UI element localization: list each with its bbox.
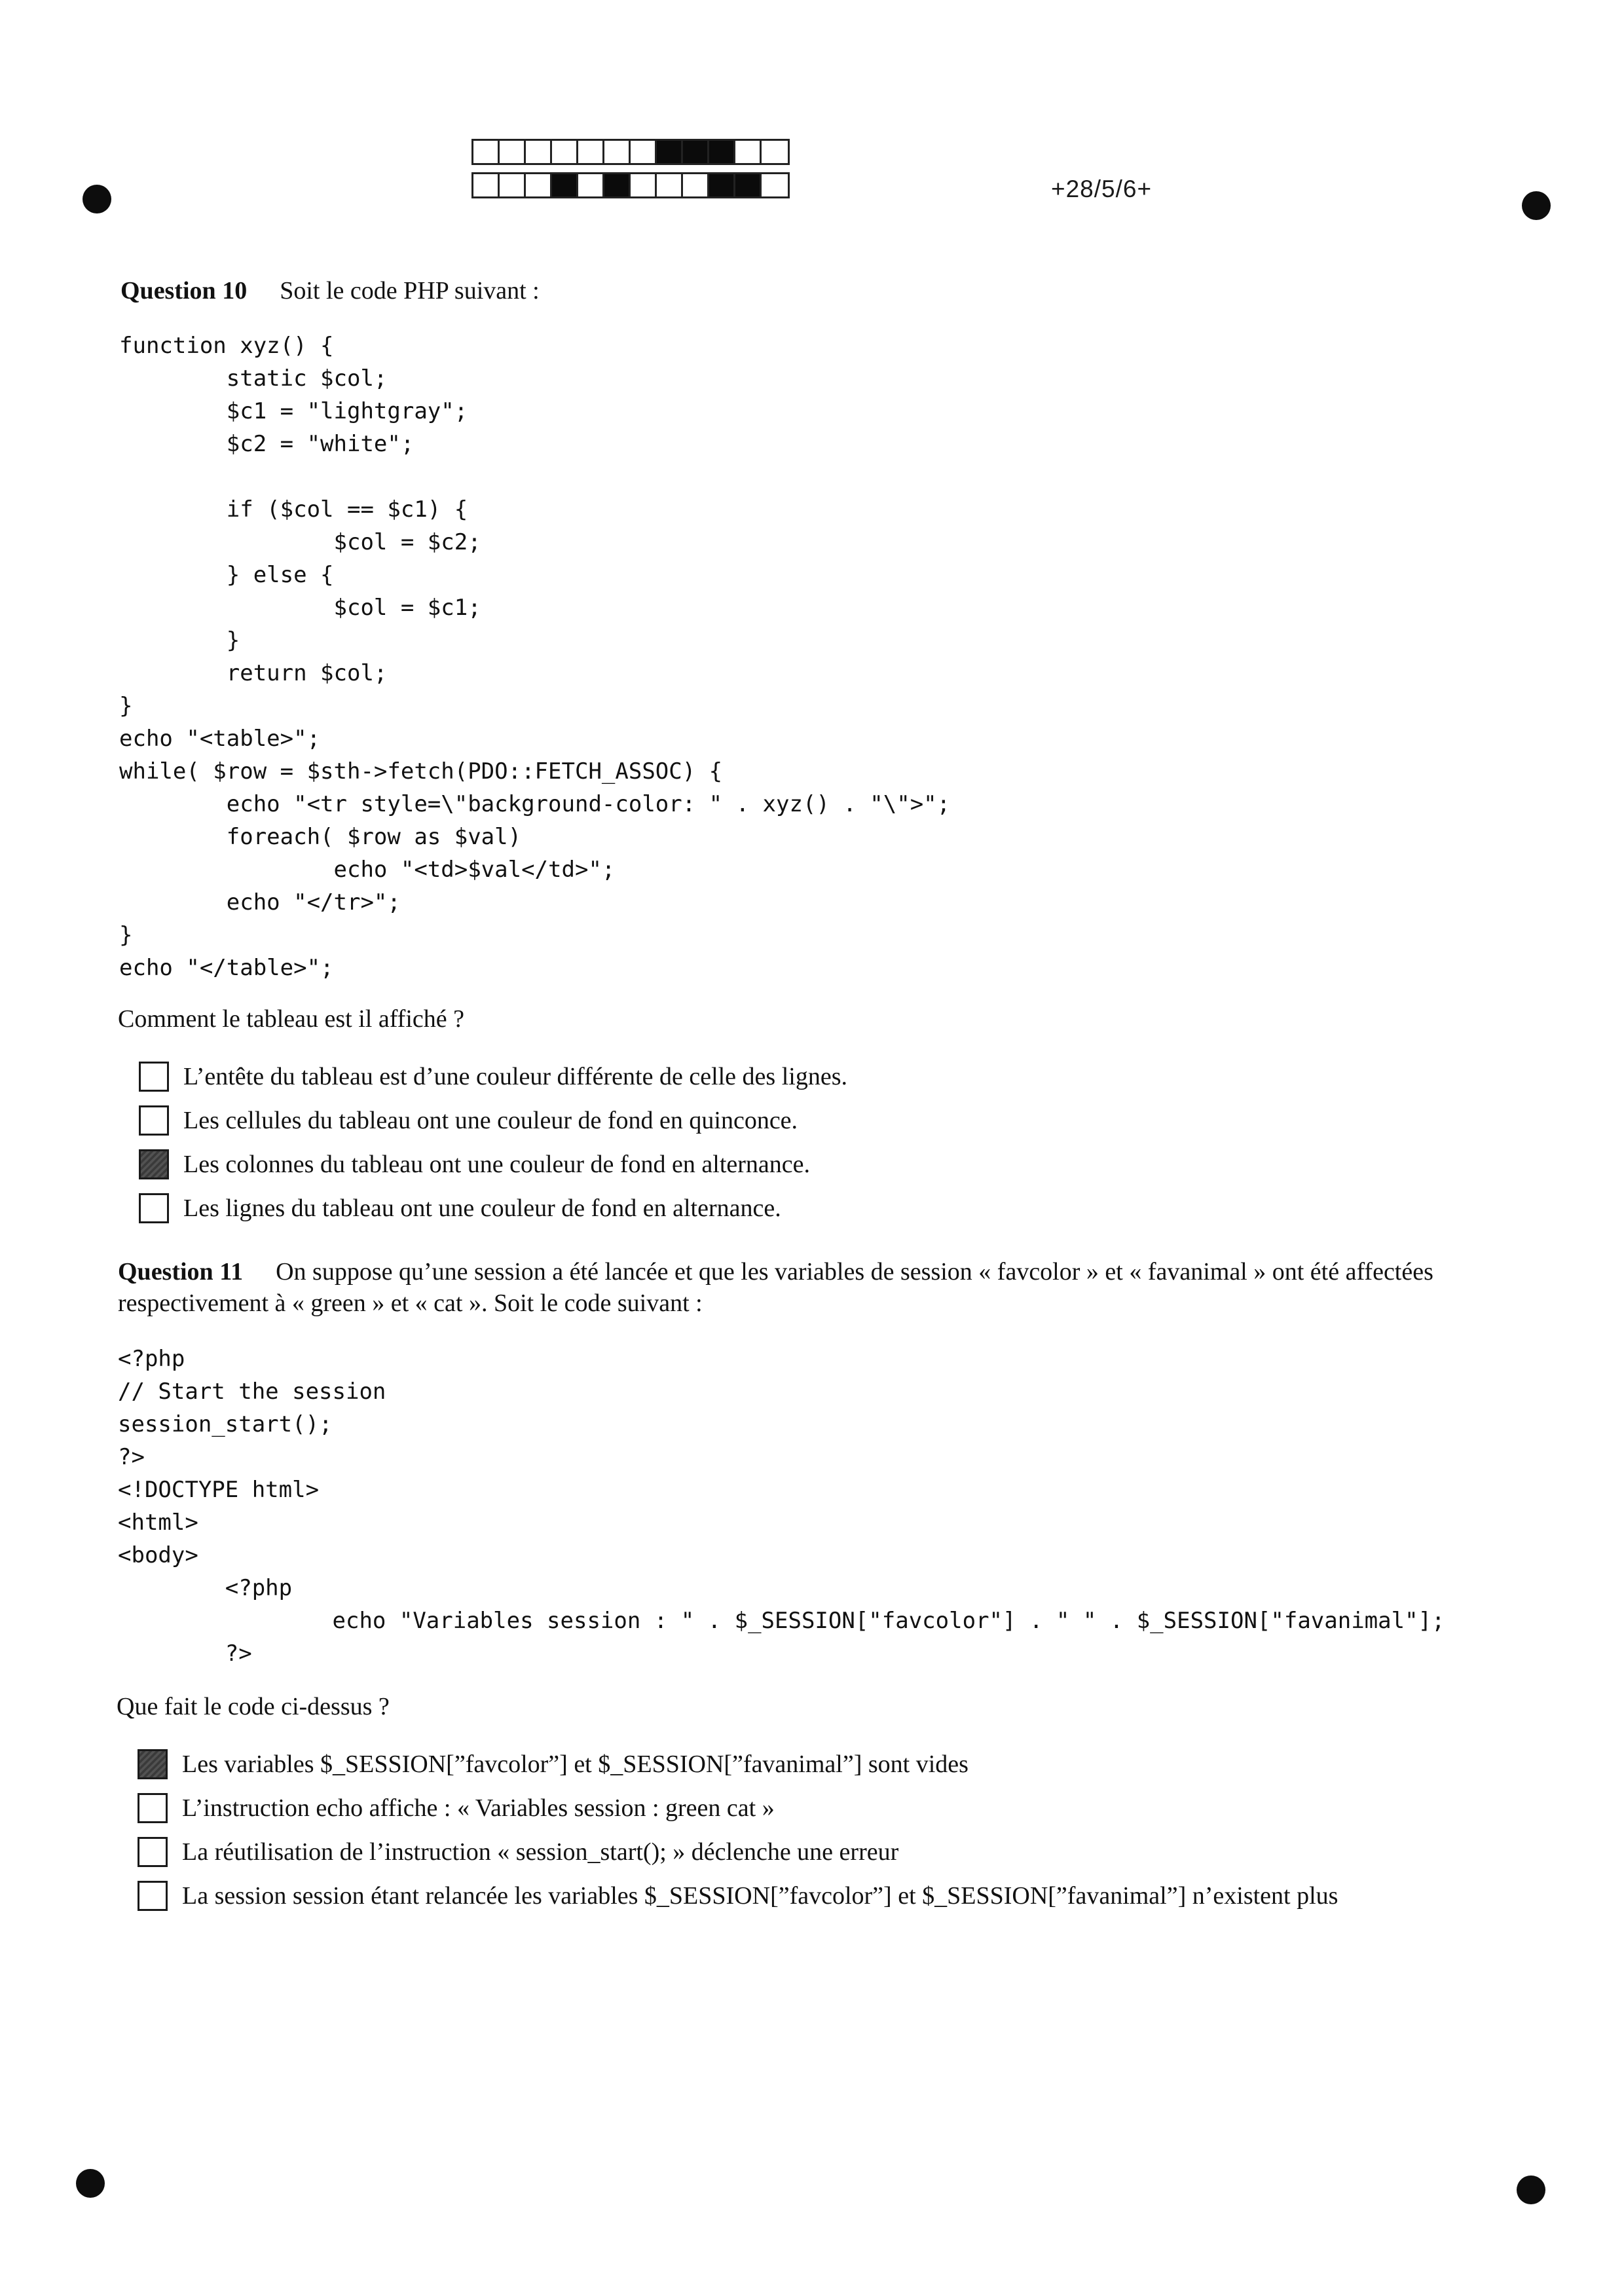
id-grid-cell bbox=[552, 141, 578, 163]
id-grid-cell bbox=[473, 174, 500, 196]
answer-checkbox[interactable] bbox=[139, 1105, 169, 1136]
id-grid-row-2 bbox=[471, 172, 790, 198]
binary-id-grid-second bbox=[471, 172, 790, 198]
question-text: On suppose qu’une session a été lancée et que les variables de session « favcolor » et « favanimal » ont été affectées respectivement à « green » et « cat ». Soit le code suivant : bbox=[118, 1258, 1433, 1317]
question-11-code: <?php // Start the session session_start(); ?> <!DOCTYPE html> <html> <body> <?php echo "Variables session : " . $_SESSION["favcolor"] . " " . $_SESSION["favanimal"]; ?> bbox=[118, 1346, 1445, 1667]
id-grid-cell bbox=[657, 141, 683, 163]
answer-checkbox[interactable] bbox=[139, 1062, 169, 1092]
question-11-prompt: Que fait le code ci-dessus ? bbox=[117, 1693, 390, 1720]
answer-option bbox=[138, 1830, 1338, 1874]
question-10-title bbox=[120, 275, 540, 306]
page-code: +28/5/6+ bbox=[1051, 176, 1153, 202]
question-10-prompt: Comment le tableau est il affiché ? bbox=[118, 1005, 464, 1033]
id-grid-cell bbox=[578, 174, 604, 196]
id-grid-cell bbox=[604, 174, 631, 196]
id-grid-cell bbox=[552, 174, 578, 196]
id-grid-cell bbox=[683, 174, 709, 196]
registration-mark-bottom-left bbox=[76, 2169, 105, 2198]
id-grid-cell bbox=[762, 141, 788, 163]
answer-label: La session session étant relancée les variables $_SESSION[”favcolor”] et $_SESSION[”favanimal”] n’existent plus bbox=[182, 1881, 1338, 1910]
answer-label: Les variables $_SESSION[”favcolor”] et $_SESSION[”favanimal”] sont vides bbox=[182, 1750, 969, 1778]
id-grid-cell bbox=[578, 141, 604, 163]
answer-option bbox=[139, 1098, 847, 1142]
id-grid-cell bbox=[683, 141, 709, 163]
id-grid-cell bbox=[526, 174, 552, 196]
answer-checkbox[interactable] bbox=[139, 1149, 169, 1179]
question-10-answers bbox=[139, 1054, 847, 1230]
question-11-title bbox=[118, 1256, 1526, 1319]
question-number: Question 10 bbox=[120, 277, 248, 305]
id-grid-cell bbox=[735, 141, 762, 163]
binary-id-grid bbox=[471, 139, 790, 165]
answer-option bbox=[139, 1186, 847, 1230]
answer-label: L’instruction echo affiche : « Variables session : green cat » bbox=[182, 1794, 775, 1822]
answer-option bbox=[138, 1874, 1338, 1917]
answer-option bbox=[138, 1742, 1338, 1786]
answer-label: Les cellules du tableau ont une couleur de fond en quinconce. bbox=[183, 1106, 798, 1134]
id-grid-cell bbox=[526, 141, 552, 163]
id-grid-cell bbox=[709, 174, 735, 196]
answer-option bbox=[139, 1054, 847, 1098]
question-number: Question 11 bbox=[118, 1258, 244, 1286]
answer-checkbox[interactable] bbox=[138, 1793, 168, 1823]
answer-label: Les lignes du tableau ont une couleur de fond en alternance. bbox=[183, 1194, 781, 1222]
answer-label: La réutilisation de l’instruction « session_start(); » déclenche une erreur bbox=[182, 1838, 899, 1866]
answer-checkbox[interactable] bbox=[138, 1881, 168, 1911]
id-grid-cell bbox=[604, 141, 631, 163]
id-grid-cell bbox=[631, 141, 657, 163]
question-11-answers bbox=[138, 1742, 1338, 1917]
answer-label: L’entête du tableau est d’une couleur différente de celle des lignes. bbox=[183, 1062, 847, 1090]
question-10-code: function xyz() { static $col; $c1 = "lightgray"; $c2 = "white"; if ($col == $c1) { $col = $c2; } else { $col = $c1; } return $col; } echo "<table>"; while( $row = $sth->fetch(PDO::FETCH_ASSOC) { echo "<tr style=\"background-color: " . xyz() . "\">"; foreach( $row as $val) echo "<td>$val</td>"; echo "</tr>"; } echo "</table>"; bbox=[119, 333, 951, 981]
answer-checkbox[interactable] bbox=[138, 1749, 168, 1779]
answer-checkbox[interactable] bbox=[139, 1193, 169, 1223]
registration-mark-top-left bbox=[83, 185, 111, 213]
answer-option bbox=[139, 1142, 847, 1186]
id-grid-row-1 bbox=[471, 139, 790, 165]
question-text: Soit le code PHP suivant : bbox=[280, 277, 540, 305]
id-grid-cell bbox=[709, 141, 735, 163]
registration-mark-top-right bbox=[1522, 191, 1551, 220]
registration-mark-bottom-right bbox=[1517, 2176, 1545, 2204]
answer-label: Les colonnes du tableau ont une couleur de fond en alternance. bbox=[183, 1150, 811, 1178]
id-grid-cell bbox=[500, 141, 526, 163]
answer-option bbox=[138, 1786, 1338, 1830]
id-grid-cell bbox=[762, 174, 788, 196]
id-grid-cell bbox=[473, 141, 500, 163]
id-grid-cell bbox=[500, 174, 526, 196]
answer-checkbox[interactable] bbox=[138, 1837, 168, 1867]
id-grid-cell bbox=[735, 174, 762, 196]
id-grid-cell bbox=[657, 174, 683, 196]
id-grid-cell bbox=[631, 174, 657, 196]
